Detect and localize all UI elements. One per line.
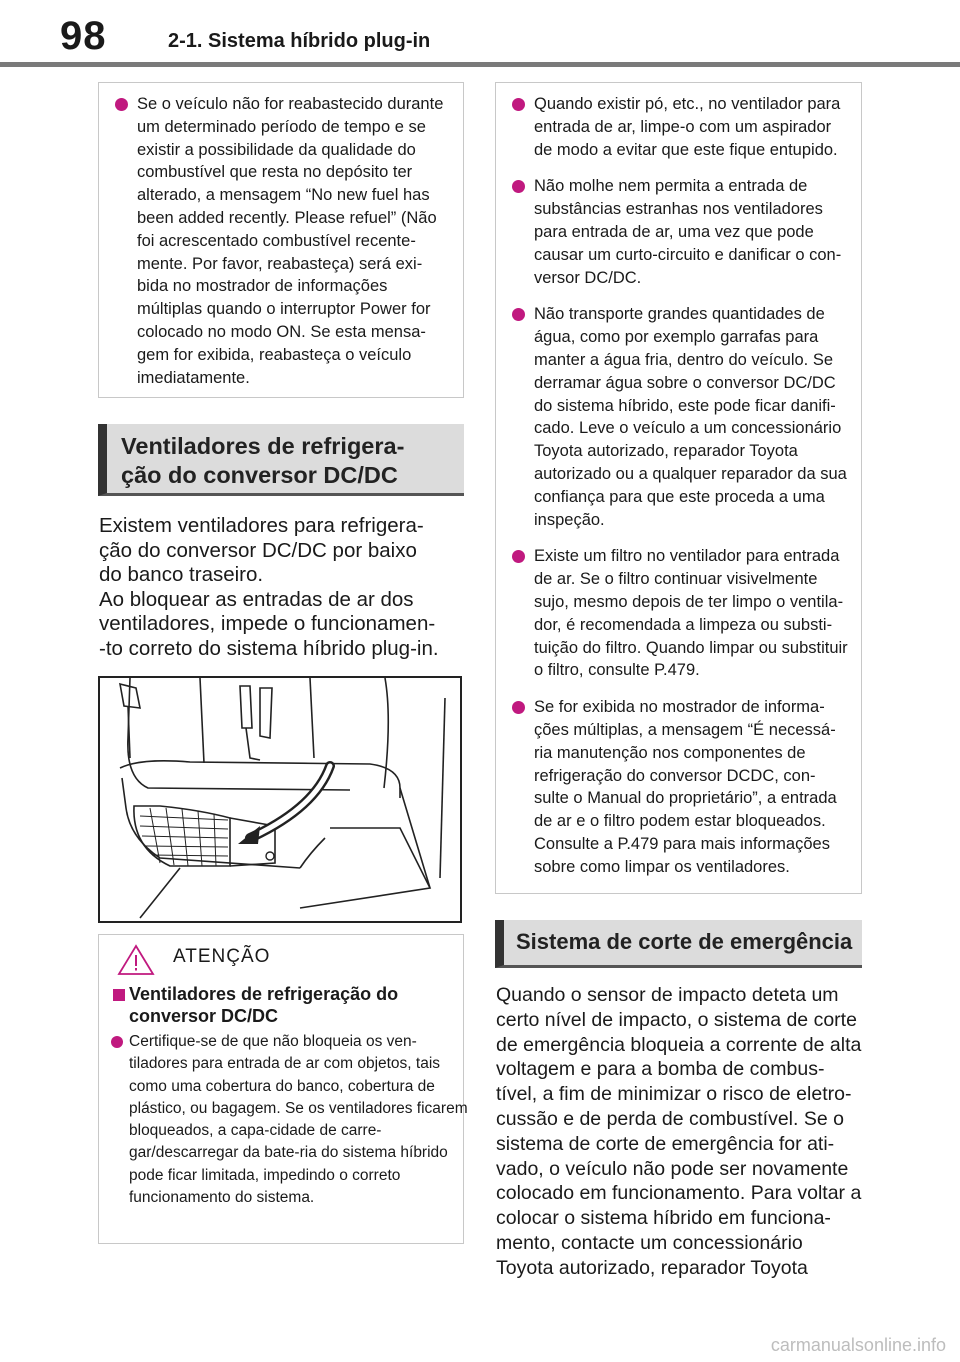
heading-dcdc-fans: Ventiladores de refrigera- ção do conversor DC/DC — [98, 424, 464, 496]
bullet-dot-icon — [111, 1036, 123, 1048]
section-title: 2-1. Sistema híbrido plug-in — [168, 30, 431, 52]
heading-emergency-cutoff: Sistema de corte de emergência — [495, 920, 862, 968]
warning-item: Certifique-se de que não bloqueia os ven-tiladores para entrada de ar com objetos, tais como uma cobertura do banco, cobertura de plástico, ou bagagem. Se os ventiladores ficarem bloqueados, a capa-cidade de carre- gar/descarregar da bate-ria do sistema híbrido pode ficar limitada, impedindo o correto funcionamento do sistema. — [109, 1031, 469, 1209]
note-item: Não molhe nem permita a entrada de substâncias estranhas nos ventiladores para entrada de ar, uma vez que pode causar um curto-circuito e danificar o con-versor DC/DC. — [508, 175, 849, 289]
note-item: Quando existir pó, etc., no ventilador para entrada de ar, limpe-o com um aspirador de modo a evitar que este fique entupido. — [508, 93, 849, 161]
note-item: Se for exibida no mostrador de informa-ções múltiplas, a mensagem “É necessá-ria manutenção nos componentes de refrigeração do conversor DCDC, con-sulte o Manual do proprietário”, a entrada de ar e o filtro podem estar bloqueados. Consulte a P.479 para mais informações sobre como limpar os ventiladores. — [508, 696, 849, 878]
note-item: Existe um filtro no ventilador para entrada de ar. Se o filtro continuar visivelmente sujo, mesmo depois de ter limpo o ventila-dor, é recomendada a limpeza ou substi-tuição do filtro. Quando limpar ou substituir o filtro, consulte P.479. — [508, 545, 849, 682]
bullet-dot-icon — [115, 98, 128, 111]
warning-box — [98, 934, 468, 1244]
bullet-dot-icon — [512, 308, 525, 321]
bullet-dot-icon — [512, 701, 525, 714]
note-box-fuel — [98, 82, 464, 398]
note-item: Não transporte grandes quantidades de água, como por exemplo garrafas para manter a água fria, dentro do veículo. Se derramar água sobre o conversor DC/DC do sistema híbrido, este pode ficar danifi-cado. Leve o veículo a um concessionário Toyota autorizado, reparador Toyota autorizado ou a qualquer reparador da sua confiança para que este proceda a uma inspeção. — [508, 303, 849, 531]
watermark: carmanualsonline.info — [770, 1335, 946, 1355]
body-emergency-cutoff: Quando o sensor de impacto deteta um certo nível de impacto, o sistema de corte de emergência bloqueia a corrente de alta voltagem e para a bomba de combus-tível, a fim de minimizar o risco de eletro-cussão e de perda de combustível. Se o sistema de corte de emergência for ati-vado, o veículo não pode ser novamente colocado em funcionamento. Para voltar a colocar o sistema híbrido em funciona-mento, contacte um concessionário Toyota autorizado, reparador Toyota — [496, 984, 862, 1279]
warning-triangle-icon — [117, 944, 155, 976]
rear-seat-fan-illustration — [98, 676, 462, 923]
rear-seat-drawing — [100, 678, 460, 921]
body-dcdc-fans: Existem ventiladores para refrigera- ção do conversor DC/DC por baixo do banco traseiro. Ao bloquear as entradas de ar dos ventiladores, impede o funcionamen- -to correto do sistema híbrido plug-in. — [99, 514, 439, 660]
page-number: 98 — [60, 14, 107, 58]
bullet-dot-icon — [512, 550, 525, 563]
warning-subheading: Ventiladores de refrigeração do conversor DC/DC — [129, 984, 399, 1026]
bullet-dot-icon — [512, 98, 525, 111]
square-bullet-icon — [113, 989, 125, 1001]
note-item: Se o veículo não for reabastecido durante um determinado período de tempo e se existir a possibilidade da qualidade do combustível que resta no depósito ter alterado, a mensagem “No new fuel has been added recently. Please refuel” (Não foi acrescentado combustível recente-mente. Por favor, reabasteça) será exi-bida no mostrador de informações múltiplas quando o interruptor Power for colocado no modo ON. Se esta mensa-gem for exibida, reabasteça o veículo imediatamente. — [111, 93, 449, 389]
bullet-dot-icon — [512, 180, 525, 193]
header-rule — [0, 62, 960, 67]
warning-title: ATENÇÃO — [173, 946, 271, 967]
page-header — [0, 0, 960, 68]
note-box-fans — [495, 82, 862, 894]
